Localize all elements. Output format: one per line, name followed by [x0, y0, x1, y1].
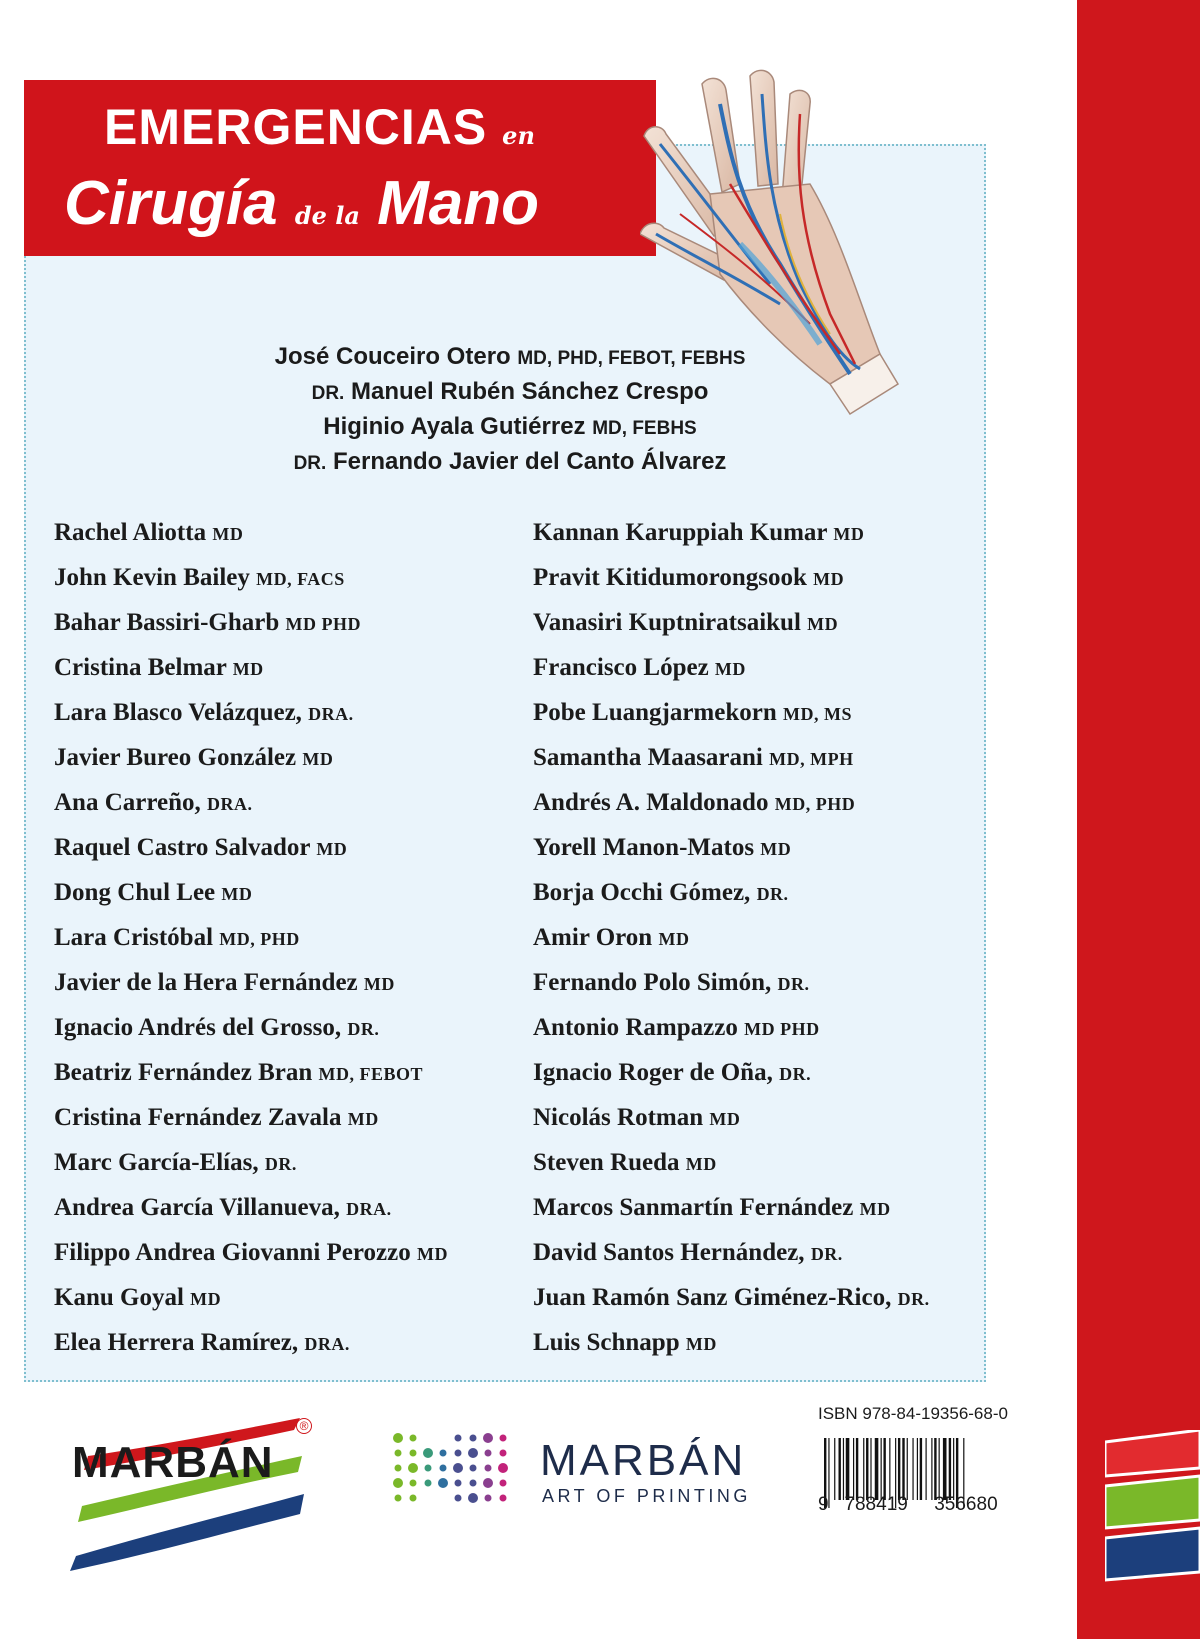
title-de-la: de la: [294, 201, 360, 230]
barcode-bar: [843, 1438, 844, 1500]
author-row: [533, 1050, 930, 1095]
title-banner: [24, 80, 656, 256]
author-credentials: MD: [685, 1334, 717, 1354]
author-row: [54, 600, 448, 645]
dot-mark: [410, 1480, 417, 1487]
author-row: [54, 1320, 448, 1365]
author-credentials: MD: [221, 884, 253, 904]
author-credentials: MD: [212, 524, 244, 544]
author-row: [54, 915, 448, 960]
dot-mark: [470, 1465, 477, 1472]
author-name: Bahar Bassiri-Gharb: [54, 609, 280, 636]
title-emergencias: EMERGENCIAS: [104, 99, 488, 155]
barcode-bar: [898, 1438, 900, 1500]
editor-1: [130, 340, 890, 375]
author-name: Marcos Sanmartín Fernández: [533, 1194, 854, 1221]
dot-mark: [470, 1435, 477, 1442]
barcode-bar: [949, 1438, 951, 1500]
author-name: Juan Ramón Sanz Giménez-Rico,: [533, 1284, 892, 1311]
author-name: Luis Schnapp: [533, 1329, 680, 1356]
author-credentials: MD: [714, 659, 746, 679]
author-name: David Santos Hernández,: [533, 1239, 805, 1266]
author-name: Filippo Andrea Giovanni Perozzo: [54, 1239, 411, 1266]
barcode-bar: [856, 1438, 858, 1500]
author-row: [533, 1005, 930, 1050]
art-of-printing-dots-icon: [390, 1430, 515, 1506]
author-credentials: MD: [813, 569, 845, 589]
author-credentials: MD: [232, 659, 264, 679]
barcode-bar: [939, 1438, 940, 1500]
author-name: Samantha Maasarani: [533, 744, 763, 771]
editors-block: [130, 340, 890, 480]
author-name: Dong Chul Lee: [54, 879, 216, 906]
author-credentials: MD, PHD: [774, 794, 856, 814]
author-name: Vanasiri Kuptniratsaikul: [533, 609, 801, 636]
dot-mark: [468, 1493, 478, 1503]
barcode-bar: [934, 1438, 936, 1500]
author-name: Cristina Fernández Zavala: [54, 1104, 342, 1131]
author-row: [533, 1230, 930, 1275]
editor-credentials: MD, FEBHS: [592, 418, 697, 439]
author-credentials: MD PHD: [285, 614, 362, 634]
dot-mark: [500, 1495, 507, 1502]
editor-name: José Couceiro Otero: [274, 343, 511, 370]
author-name: Javier Bureo González: [54, 744, 297, 771]
dot-mark: [395, 1450, 402, 1457]
barcode-bar: [931, 1438, 932, 1500]
author-row: [54, 1230, 448, 1275]
spine-stripes-decoration: [1105, 1430, 1200, 1585]
barcode-bar: [953, 1438, 954, 1500]
author-credentials: DRA.: [207, 794, 253, 814]
author-row: [54, 510, 448, 555]
barcode-digit-lead: 9: [818, 1494, 829, 1515]
author-credentials: MD: [347, 1109, 379, 1129]
author-name: Ana Carreño,: [54, 789, 201, 816]
barcode-bar: [902, 1438, 904, 1500]
barcode-bar: [883, 1438, 885, 1500]
barcode-bar: [846, 1438, 850, 1500]
author-name: Yorell Manon-Matos: [533, 834, 755, 861]
author-row: [533, 510, 930, 555]
author-row: [54, 870, 448, 915]
dot-mark: [395, 1495, 402, 1502]
dot-mark: [483, 1433, 493, 1443]
author-name: Antonio Rampazzo: [533, 1014, 738, 1041]
author-credentials: DRA.: [308, 704, 354, 724]
author-row: [533, 1275, 930, 1320]
author-name: Nicolás Rotman: [533, 1104, 704, 1131]
author-row: [54, 1140, 448, 1185]
author-name: Pobe Luangjarmekorn: [533, 699, 777, 726]
title-cirugia: Cirugía: [64, 169, 278, 238]
dot-mark: [425, 1465, 432, 1472]
author-credentials: DR.: [810, 1244, 843, 1264]
author-row: [533, 645, 930, 690]
dot-mark: [440, 1450, 447, 1457]
author-credentials: DR.: [897, 1289, 930, 1309]
author-row: [533, 1140, 930, 1185]
author-credentials: MD, MS: [783, 704, 852, 724]
barcode-bar: [834, 1438, 835, 1500]
author-row: [54, 735, 448, 780]
author-credentials: MD: [685, 1154, 717, 1174]
author-row: [54, 1185, 448, 1230]
author-name: Beatriz Fernández Bran: [54, 1059, 313, 1086]
author-name: Marc García-Elías,: [54, 1149, 259, 1176]
editor-4: [130, 445, 890, 480]
author-row: [533, 690, 930, 735]
author-credentials: MD: [316, 839, 348, 859]
dot-mark: [500, 1480, 507, 1487]
author-name: Ignacio Andrés del Grosso,: [54, 1014, 342, 1041]
author-row: [54, 1095, 448, 1140]
author-row: [533, 1320, 930, 1365]
dot-mark: [485, 1450, 492, 1457]
author-row: [54, 825, 448, 870]
author-row: [533, 780, 930, 825]
authors-column-right: [533, 510, 930, 1365]
dot-mark: [485, 1465, 492, 1472]
author-row: [54, 1275, 448, 1320]
author-name: Lara Blasco Velázquez,: [54, 699, 302, 726]
author-name: Francisco López: [533, 654, 709, 681]
barcode-bar: [853, 1438, 854, 1500]
printer-name: MARBÁN: [540, 1436, 747, 1485]
spine-red-band: [1077, 0, 1200, 1639]
author-name: John Kevin Bailey: [54, 564, 250, 591]
author-credentials: MD: [363, 974, 395, 994]
author-credentials: MD: [302, 749, 334, 769]
barcode-bar: [920, 1438, 922, 1500]
barcode-bar: [866, 1438, 868, 1500]
barcode-bar: [907, 1438, 908, 1500]
barcode-digits: [818, 1494, 998, 1516]
dot-mark: [483, 1478, 493, 1488]
author-row: [54, 645, 448, 690]
editor-prefix: DR.: [293, 453, 327, 474]
author-row: [533, 825, 930, 870]
dot-mark: [410, 1435, 417, 1442]
marban-logo-text: MARBÁN: [72, 1438, 274, 1487]
author-name: Rachel Aliotta: [54, 519, 207, 546]
author-credentials: MD, MPH: [769, 749, 854, 769]
authors-column-left: [54, 510, 448, 1365]
dot-mark: [498, 1463, 508, 1473]
dot-mark: [500, 1450, 507, 1457]
dot-mark: [438, 1478, 448, 1488]
barcode-bar: [889, 1438, 890, 1500]
author-credentials: MD: [760, 839, 792, 859]
author-row: [533, 1095, 930, 1140]
author-credentials: MD: [190, 1289, 222, 1309]
title-mano: Mano: [377, 169, 540, 238]
dot-mark: [455, 1480, 462, 1487]
author-name: Kannan Karuppiah Kumar: [533, 519, 828, 546]
author-row: [54, 1050, 448, 1095]
author-row: [533, 1185, 930, 1230]
dot-mark: [423, 1448, 433, 1458]
editor-credentials: MD, PHD, FEBOT, FEBHS: [517, 348, 746, 369]
author-credentials: MD PHD: [744, 1019, 820, 1039]
dot-mark: [455, 1450, 462, 1457]
dot-mark: [470, 1480, 477, 1487]
title-line-2: [64, 168, 539, 239]
barcode-bar: [943, 1438, 947, 1500]
dot-mark: [468, 1448, 478, 1458]
dot-mark: [410, 1450, 417, 1457]
dot-mark: [395, 1465, 402, 1472]
title-en: en: [502, 121, 535, 150]
author-row: [533, 735, 930, 780]
editor-2: [130, 375, 890, 410]
author-name: Amir Oron: [533, 924, 653, 951]
barcode-bar: [917, 1438, 918, 1500]
author-credentials: MD: [417, 1244, 448, 1264]
author-row: [54, 960, 448, 1005]
author-credentials: MD: [807, 614, 839, 634]
author-credentials: MD, PHD: [219, 929, 300, 949]
author-row: [533, 870, 930, 915]
author-name: Andrés A. Maldonado: [533, 789, 769, 816]
barcode-bar: [926, 1438, 927, 1500]
editor-name: Manuel Rubén Sánchez Crespo: [351, 378, 709, 405]
author-credentials: DR.: [264, 1154, 297, 1174]
dot-mark: [425, 1480, 432, 1487]
barcode-bar: [881, 1438, 882, 1500]
barcode-digits-left: 788419: [844, 1494, 908, 1515]
title-line-1: [104, 98, 535, 156]
author-credentials: DRA.: [304, 1334, 350, 1354]
author-row: [533, 960, 930, 1005]
author-name: Lara Cristóbal: [54, 924, 214, 951]
printer-subtitle: ART OF PRINTING: [542, 1486, 751, 1506]
author-credentials: MD, FEBOT: [318, 1064, 424, 1084]
editor-name: Higinio Ayala Gutiérrez: [323, 413, 586, 440]
author-credentials: MD, FACS: [256, 569, 345, 589]
editor-name: Fernando Javier del Canto Álvarez: [332, 448, 727, 475]
author-name: Andrea García Villanueva,: [54, 1194, 340, 1221]
isbn-label: ISBN 978-84-19356-68-0: [818, 1404, 1008, 1423]
barcode-digits-right: 356680: [934, 1494, 998, 1515]
dot-mark: [410, 1495, 417, 1502]
barcode-bar: [863, 1438, 864, 1500]
author-name: Kanu Goyal: [54, 1284, 184, 1311]
author-credentials: DR.: [777, 974, 810, 994]
author-name: Borja Occhi Gómez,: [533, 879, 751, 906]
author-name: Fernando Polo Simón,: [533, 969, 772, 996]
author-row: [533, 600, 930, 645]
barcode-bar: [912, 1438, 913, 1500]
author-name: Ignacio Roger de Oña,: [533, 1059, 773, 1086]
author-credentials: MD: [859, 1199, 891, 1219]
dot-mark: [393, 1433, 403, 1443]
editor-3: [130, 410, 890, 445]
author-credentials: DR.: [779, 1064, 812, 1084]
author-credentials: DRA.: [346, 1199, 392, 1219]
author-credentials: MD: [658, 929, 690, 949]
dot-mark: [500, 1435, 507, 1442]
author-name: Elea Herrera Ramírez,: [54, 1329, 299, 1356]
author-name: Raquel Castro Salvador: [54, 834, 311, 861]
dot-mark: [440, 1465, 447, 1472]
dot-mark: [485, 1495, 492, 1502]
editor-prefix: DR.: [311, 383, 345, 404]
author-row: [533, 555, 930, 600]
barcode-bar: [839, 1438, 841, 1500]
author-name: Javier de la Hera Fernández: [54, 969, 358, 996]
author-row: [54, 555, 448, 600]
barcode-bar: [870, 1438, 871, 1500]
author-credentials: MD: [833, 524, 865, 544]
registered-mark: ®: [296, 1418, 312, 1434]
author-row: [54, 690, 448, 735]
barcode-bar: [875, 1438, 879, 1500]
author-credentials: DR.: [347, 1019, 380, 1039]
author-name: Steven Rueda: [533, 1149, 680, 1176]
author-credentials: DR.: [756, 884, 789, 904]
author-name: Pravit Kitidumorongsook: [533, 564, 807, 591]
author-credentials: MD: [709, 1109, 741, 1129]
dot-mark: [453, 1463, 463, 1473]
dot-mark: [455, 1435, 462, 1442]
dot-mark: [393, 1478, 403, 1488]
author-name: Cristina Belmar: [54, 654, 227, 681]
dot-mark: [455, 1495, 462, 1502]
author-row: [54, 780, 448, 825]
dot-mark: [408, 1463, 418, 1473]
author-row: [54, 1005, 448, 1050]
author-row: [533, 915, 930, 960]
